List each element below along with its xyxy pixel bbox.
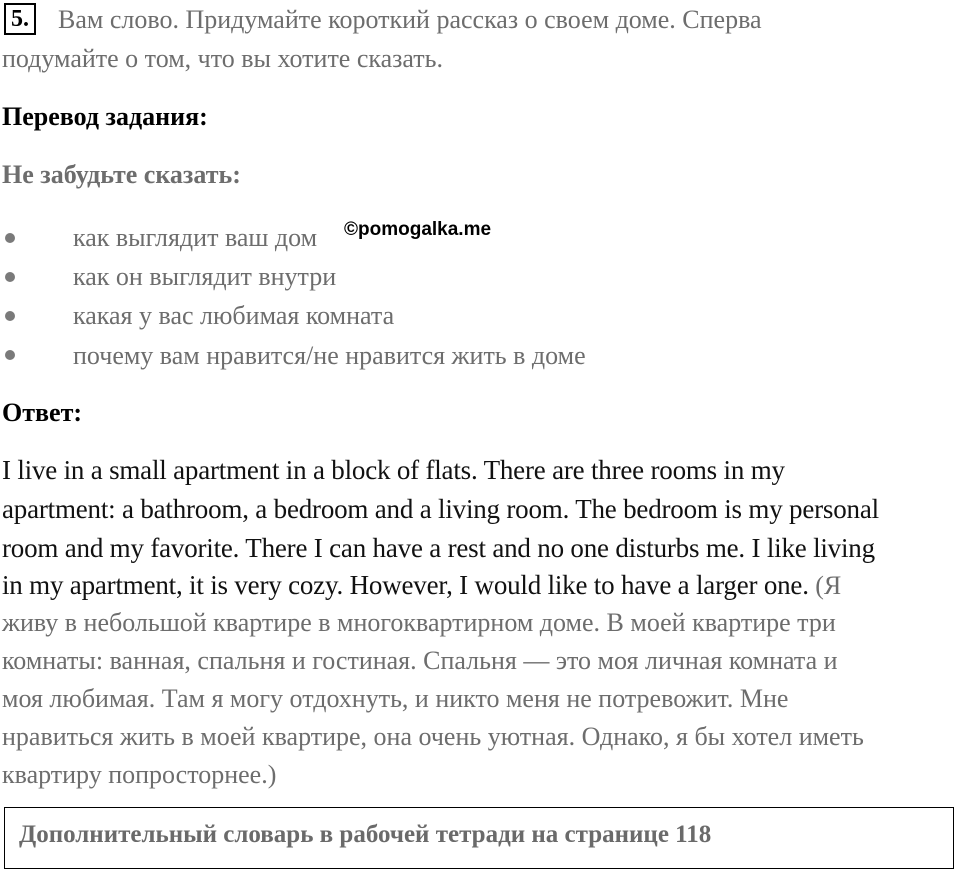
footer-note-box bbox=[4, 807, 954, 869]
answer-mixed-line-4 bbox=[2, 570, 841, 601]
bullet-dot-icon bbox=[5, 311, 15, 321]
answer-en-line-4: in my apartment, it is very cozy. However, I would like to have a larger one. bbox=[2, 570, 809, 600]
bullet-dot-icon bbox=[5, 272, 15, 282]
answer-en-line-1: I live in a small apartment in a block of flats. There are three rooms in my bbox=[2, 455, 785, 485]
task-text-line-2: подумайте о том, что вы хотите сказать. bbox=[2, 44, 444, 73]
reminder-heading: Не забудьте сказать: bbox=[2, 160, 241, 189]
bullet-dot-icon bbox=[5, 233, 15, 243]
answer-ru-line-1: живу в небольшой квартире в многоквартирном доме. В моей квартире три bbox=[2, 608, 836, 637]
translation-heading: Перевод задания: bbox=[2, 102, 208, 131]
list-item-text: почему вам нравится/не нравится жить в доме bbox=[73, 341, 586, 370]
task-number-box: 5. bbox=[4, 3, 36, 35]
bullet-dot-icon bbox=[5, 350, 15, 360]
footer-note-text: Дополнительный словарь в рабочей тетради на странице 118 bbox=[19, 821, 712, 848]
answer-ru-start: (Я bbox=[808, 571, 842, 600]
list-item-text: как выглядит ваш дом bbox=[73, 223, 318, 252]
answer-en-line-3: room and my favorite. There I can have a rest and no one disturbs me. I like living bbox=[2, 533, 875, 563]
answer-en-line-2: apartment: a bathroom, a bedroom and a living room. The bedroom is my personal bbox=[2, 494, 879, 524]
watermark-text: ©pomogalka.me bbox=[344, 219, 492, 240]
answer-ru-line-4: нравиться жить в моей квартире, она очень уютная. Однако, я бы хотел иметь bbox=[2, 722, 864, 751]
answer-ru-line-2: комнаты: ванная, спальня и гостиная. Спальня — это моя личная комната и bbox=[2, 646, 838, 675]
list-item-text: какая у вас любимая комната bbox=[73, 301, 395, 330]
answer-ru-line-5: квартиру попросторнее.) bbox=[2, 760, 277, 789]
answer-ru-line-3: моя любимая. Там я могу отдохнуть, и никто меня не потревожит. Мне bbox=[2, 684, 789, 713]
task-text-line-1: Вам слово. Придумайте короткий рассказ о своем доме. Сперва bbox=[58, 5, 762, 34]
list-item-text: как он выглядит внутри bbox=[73, 262, 337, 291]
answer-heading: Ответ: bbox=[2, 398, 83, 427]
